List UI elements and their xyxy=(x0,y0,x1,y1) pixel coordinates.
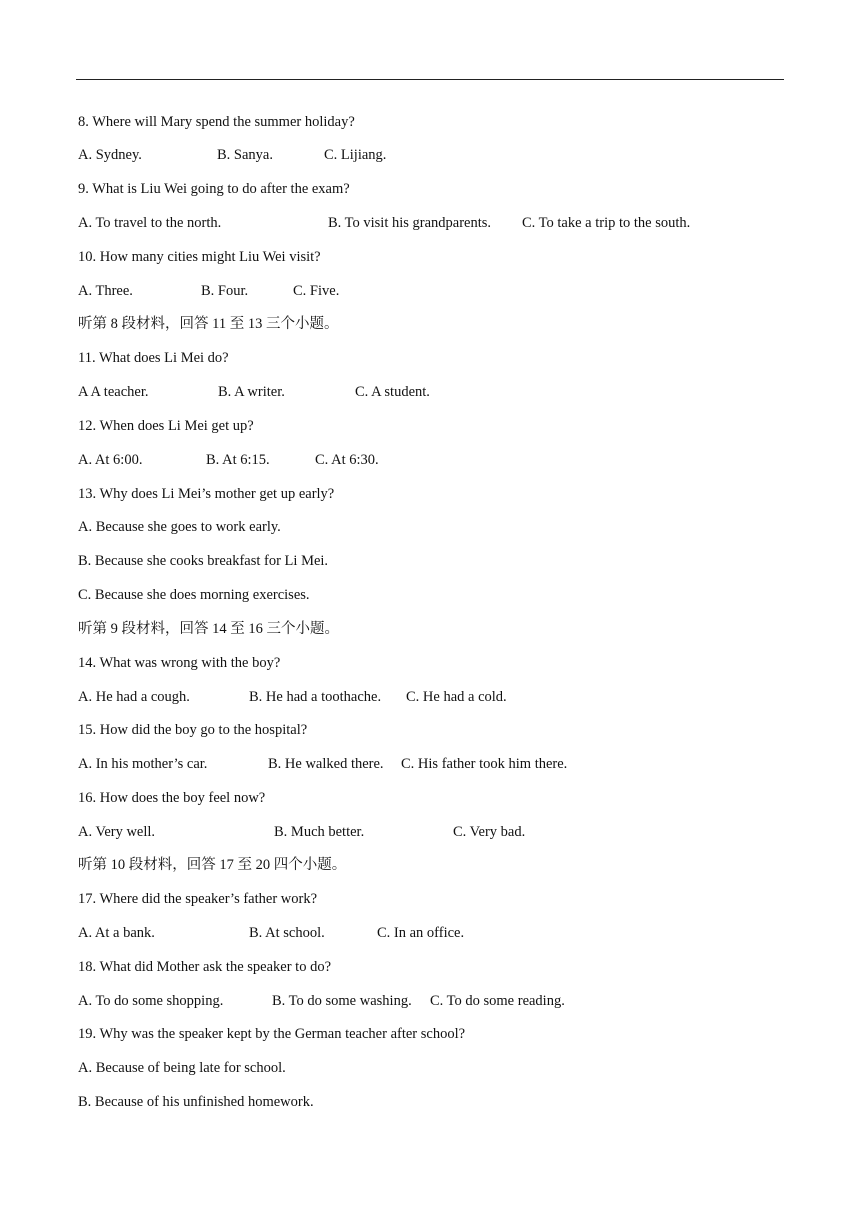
question-text: 15. How did the boy go to the hospital? xyxy=(78,722,308,738)
option-c: C. At 6:30. xyxy=(315,452,379,468)
question-text: 12. When does Li Mei get up? xyxy=(78,418,254,434)
option-b: B. Four. xyxy=(201,283,249,299)
option-b: B. Much better. xyxy=(274,824,365,840)
question-text: 8. Where will Mary spend the summer holiday? xyxy=(78,114,355,130)
question-text: 13. Why does Li Mei’s mother get up early? xyxy=(78,486,335,502)
option-c: C. A student. xyxy=(355,384,430,400)
option-b: B. At school. xyxy=(249,925,325,941)
question-text: 14. What was wrong with the boy? xyxy=(78,655,281,671)
option-a: A. At 6:00. xyxy=(78,452,143,468)
option-a: A. Very well. xyxy=(78,824,156,840)
option-b: B. To visit his grandparents. xyxy=(328,215,492,231)
option-b: B. He walked there. xyxy=(268,756,384,772)
option-a: A. He had a cough. xyxy=(78,689,190,705)
question-text: B. Because of his unfinished homework. xyxy=(78,1094,314,1110)
option-a: A. At a bank. xyxy=(78,925,155,941)
header-rule xyxy=(76,79,784,80)
question-text: 18. What did Mother ask the speaker to do? xyxy=(78,959,332,975)
question-text: B. Because she cooks breakfast for Li Mei. xyxy=(78,553,329,569)
option-a: A. In his mother’s car. xyxy=(78,756,208,772)
option-a: A. To travel to the north. xyxy=(78,215,222,231)
option-c: C. Lijiang. xyxy=(324,147,387,163)
question-text: 11. What does Li Mei do? xyxy=(78,350,229,366)
question-text: 听第 9 段材料，回答 14 至 16 三个小题。 xyxy=(78,621,339,637)
option-c: C. To take a trip to the south. xyxy=(522,215,691,231)
option-c: C. To do some reading. xyxy=(430,993,565,1009)
option-c: C. He had a cold. xyxy=(406,689,507,705)
question-text: 听第 10 段材料，回答 17 至 20 四个小题。 xyxy=(78,857,347,873)
question-text: A. Because she goes to work early. xyxy=(78,519,281,535)
option-b: B. A writer. xyxy=(218,384,285,400)
question-text: C. Because she does morning exercises. xyxy=(78,587,310,603)
question-text: 9. What is Liu Wei going to do after the exam? xyxy=(78,181,350,197)
question-text: 19. Why was the speaker kept by the German teacher after school? xyxy=(78,1026,466,1042)
option-a: A. Sydney. xyxy=(78,147,142,163)
question-text: 16. How does the boy feel now? xyxy=(78,790,266,806)
option-c: C. Five. xyxy=(293,283,340,299)
question-text: 10. How many cities might Liu Wei visit? xyxy=(78,249,321,265)
option-b: B. At 6:15. xyxy=(206,452,270,468)
question-text: A. Because of being late for school. xyxy=(78,1060,286,1076)
option-c: C. His father took him there. xyxy=(401,756,568,772)
option-b: B. Sanya. xyxy=(217,147,273,163)
option-a: A A teacher. xyxy=(78,384,149,400)
option-b: B. He had a toothache. xyxy=(249,689,382,705)
option-a: A. To do some shopping. xyxy=(78,993,224,1009)
option-b: B. To do some washing. xyxy=(272,993,412,1009)
option-a: A. Three. xyxy=(78,283,133,299)
question-text: 17. Where did the speaker’s father work? xyxy=(78,891,318,907)
question-text: 听第 8 段材料，回答 11 至 13 三个小题。 xyxy=(78,316,339,332)
option-c: C. Very bad. xyxy=(453,824,526,840)
option-c: C. In an office. xyxy=(377,925,465,941)
